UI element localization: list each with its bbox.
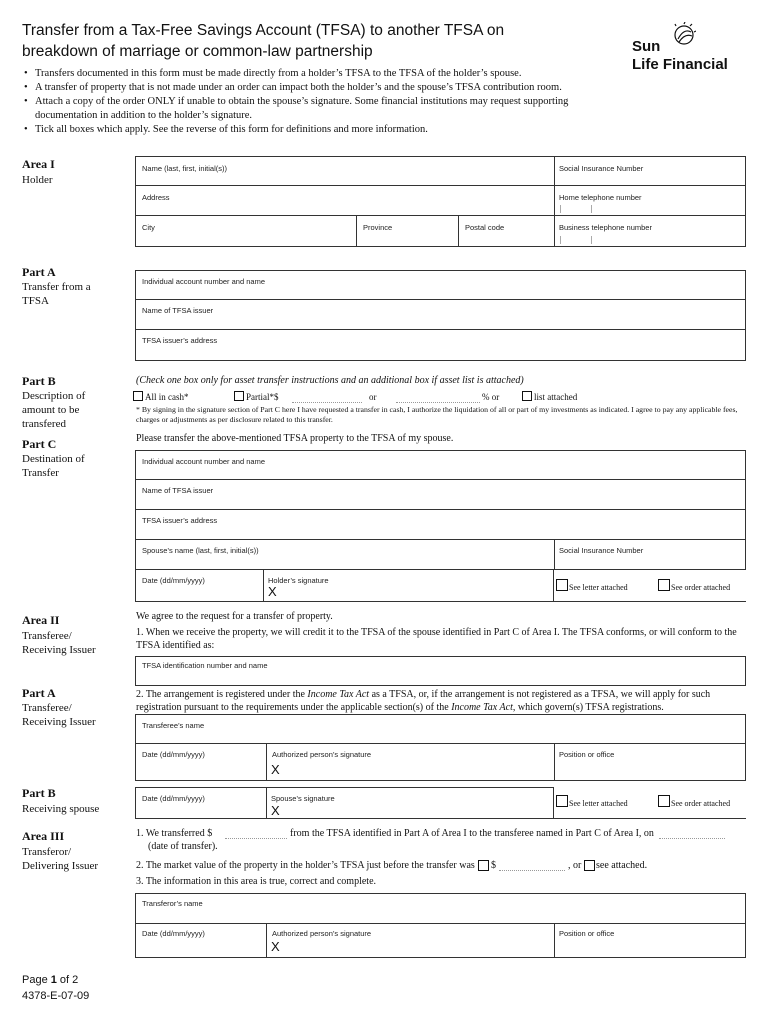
partB-heading: Part B — [22, 374, 56, 388]
instruction-item: • Transfers documented in this form must be made directly from a holder’s TFSA to the TFSA of the holder’s spouse. — [24, 67, 584, 81]
partB-instruction: (Check one box only for asset transfer instructions and an additional box if asset list is attached) — [136, 375, 524, 386]
home-phone-field[interactable] — [556, 186, 746, 214]
transferor-position-label: Position or office — [559, 929, 615, 938]
sun-life-logo — [622, 22, 752, 78]
sun-logo-icon — [670, 22, 696, 46]
transferee-name-field[interactable] — [135, 714, 746, 744]
percent-or-text: % or — [482, 392, 500, 402]
instruction-item: • A transfer of property that is not made under an order can impact both the holder’s and the spouse’s TFSA contribution room. — [24, 81, 584, 95]
area2-partA-heading: Part A — [22, 686, 56, 700]
transferor-position-field[interactable] — [556, 924, 746, 956]
partA-account-field[interactable] — [135, 270, 746, 300]
transferee-signature-row — [135, 744, 746, 781]
partB-subheading: Description of amount to be transfered — [22, 390, 86, 430]
partA-issuer-label: Name of TFSA issuer — [142, 306, 214, 315]
spouse-signature-x: X — [271, 803, 280, 818]
partial-percent-field[interactable] — [396, 402, 480, 403]
holder-date-label: Date (dd/mm/yyyy) — [142, 576, 205, 585]
area3-heading: Area III — [22, 829, 65, 843]
partA-issuer-address-field[interactable] — [135, 330, 746, 361]
transferee-signature-x: X — [271, 762, 280, 777]
partC-order-checkbox[interactable] — [658, 579, 670, 591]
list-attached-checkbox[interactable] — [522, 391, 532, 401]
partC-heading: Part C — [22, 437, 57, 451]
business-phone-field[interactable] — [556, 216, 746, 245]
form-code: 4378-E-07-09 — [22, 990, 90, 1002]
partC-subheading: Destination of Transfer — [22, 453, 85, 479]
area3-item2-dollar: $ — [491, 860, 496, 871]
spouse-row — [135, 540, 746, 570]
partC-letter-checkbox[interactable] — [556, 579, 568, 591]
spouse-date-field[interactable] — [136, 788, 267, 818]
transferred-amount-field[interactable] — [225, 838, 287, 839]
logo-text-life-financial: Life Financial — [632, 56, 728, 73]
holder-date-field[interactable] — [136, 570, 264, 601]
area2-subheading: Transferee/ Receiving Issuer — [22, 630, 96, 656]
area2-intro: We agree to the request for a transfer of property. — [136, 611, 333, 622]
see-attached-checkbox[interactable] — [584, 860, 595, 871]
holder-sin-label: Social Insurance Number — [559, 164, 644, 173]
spouse-signature-field[interactable] — [268, 788, 554, 818]
holder-address-row — [135, 186, 746, 216]
transferee-date-label: Date (dd/mm/yyyy) — [142, 750, 205, 759]
partC-intro: Please transfer the above-mentioned TFSA property to the TFSA of my spouse. — [136, 433, 454, 444]
partial-or-text: or — [369, 392, 377, 402]
holder-sin-field[interactable] — [556, 157, 746, 185]
area3-item2-start: 2. The market value of the property in the holder’s TFSA just before the transfer was — [136, 860, 475, 871]
partA-heading: Part A — [22, 265, 56, 279]
partB-letter-label: See letter attached — [569, 799, 628, 808]
transferor-auth-signature-label: Authorized person’s signature — [272, 929, 372, 938]
list-attached-label: list attached — [534, 392, 578, 402]
area3-item1-middle: from the TFSA identified in Part A of Area I to the transferee named in Part C of Area I, on — [290, 828, 654, 839]
partB-footnote: * By signing in the signature section of Part C here I have requested a transfer in cash, I authorize the liquidation of all or part of my investments as indicated. I agree to pay any applicable fees, charges or adjustments as per disclosure related to this transfer. — [136, 405, 738, 424]
business-phone-label: Business telephone number — [559, 223, 652, 232]
area3-item1-start: 1. We transferred $ — [136, 828, 213, 839]
area3-subheading: Transferor/ Delivering Issuer — [22, 846, 99, 872]
transferee-auth-signature-label: Authorized person’s signature — [272, 750, 372, 759]
area1-heading: Area I — [22, 157, 55, 171]
partC-issuer-field[interactable] — [135, 480, 746, 510]
partial-checkbox[interactable] — [234, 391, 244, 401]
spouse-sin-field[interactable] — [556, 540, 746, 568]
city-label: City — [142, 223, 155, 232]
market-value-checkbox[interactable] — [478, 860, 489, 871]
transfer-date-field[interactable] — [659, 838, 725, 839]
area1-subheading: Holder — [22, 174, 53, 186]
spouse-signature-row — [135, 787, 554, 819]
area2-partA-subheading: Transferee/ Receiving Issuer — [22, 702, 96, 728]
area3-item1-end: (date of transfer). — [148, 841, 218, 852]
logo-text-sun: Sun — [632, 38, 661, 55]
page-number: Page 1 of 2 — [22, 974, 79, 986]
partC-account-field[interactable] — [135, 450, 746, 480]
partC-account-label: Individual account number and name — [142, 457, 265, 466]
postal-code-label: Postal code — [465, 223, 505, 232]
partial-amount-field[interactable] — [292, 402, 362, 403]
area3-item3: 3. The information in this area is true, correct and complete. — [136, 876, 377, 887]
spouse-name-label: Spouse’s name (last, first, initial(s)) — [142, 546, 259, 555]
form-title: Transfer from a Tax-Free Savings Account (TFSA) to another TFSA on breakdown of marriage or common-law partnership — [22, 22, 505, 60]
partC-issuer-address-label: TFSA issuer’s address — [142, 516, 218, 525]
area3-item2-or: , or — [568, 860, 582, 871]
transferor-signature-row — [135, 924, 746, 958]
transferor-name-label: Transferor’s name — [142, 899, 203, 908]
holder-signature-row — [135, 570, 554, 602]
area2-partB-heading: Part B — [22, 786, 56, 800]
transferee-position-field[interactable] — [556, 744, 746, 779]
instructions-list — [24, 67, 584, 137]
page-footer — [22, 972, 89, 1004]
all-in-cash-label: All in cash* — [145, 392, 189, 402]
market-value-field[interactable] — [499, 870, 565, 871]
instruction-item: • Tick all boxes which apply. See the reverse of this form for definitions and more information. — [24, 123, 584, 137]
spouse-sin-label: Social Insurance Number — [559, 546, 644, 555]
spouse-signature-label: Spouse’s signature — [271, 794, 335, 803]
area2-item1: 1. When we receive the property, we will credit it to the TFSA of the spouse identified in Part C of Area I. The TFSA conforms, or will conform to the TFSA identified as: — [136, 627, 737, 651]
spouse-date-label: Date (dd/mm/yyyy) — [142, 794, 205, 803]
holder-address-field[interactable] — [136, 186, 555, 215]
partial-label: Partial*$ — [246, 392, 279, 402]
partC-letter-label: See letter attached — [569, 583, 628, 592]
transferee-name-label: Transferee’s name — [142, 721, 205, 730]
area2-partB-subheading: Receiving spouse — [22, 803, 100, 815]
partC-order-label: See order attached — [671, 583, 731, 592]
area3-item2-see-attached: see attached. — [596, 860, 648, 871]
transferee-position-label: Position or office — [559, 750, 615, 759]
area2-heading: Area II — [22, 613, 60, 627]
all-in-cash-checkbox[interactable] — [133, 391, 143, 401]
partB-letter-checkbox[interactable] — [556, 795, 568, 807]
holder-name-row — [135, 156, 746, 186]
transferor-name-field[interactable] — [135, 893, 746, 924]
area2-item2: 2. The arrangement is registered under the Income Tax Act as a TFSA, or, if the arrangement is not registered as a TFSA, we will apply for such registration pursuant to the requirements under the applicable section(s) of the Income Tax Act, which govern(s) TFSA registrations. — [136, 689, 711, 713]
holder-address-label: Address — [142, 193, 170, 202]
holder-signature-field[interactable] — [265, 570, 554, 600]
partB-order-label: See order attached — [671, 799, 731, 808]
home-phone-label: Home telephone number — [559, 193, 642, 202]
tfsa-id-label: TFSA identification number and name — [142, 661, 268, 670]
partA-issuer-address-label: TFSA issuer’s address — [142, 336, 218, 345]
holder-city-field[interactable] — [136, 216, 357, 246]
holder-signature-label: Holder’s signature — [268, 576, 329, 585]
holder-signature-x: X — [268, 584, 277, 599]
instruction-item: • Attach a copy of the order ONLY if unable to obtain the spouse’s signature. Some financial institutions may request supporting documentation in addition to the holder’s signature. — [24, 95, 584, 123]
partA-issuer-field[interactable] — [135, 300, 746, 330]
holder-name-label: Name (last, first, initial(s)) — [142, 164, 228, 173]
partC-issuer-label: Name of TFSA issuer — [142, 486, 214, 495]
transferor-signature-x: X — [271, 939, 280, 954]
transferor-date-label: Date (dd/mm/yyyy) — [142, 929, 205, 938]
partC-issuer-address-field[interactable] — [135, 510, 746, 540]
holder-city-row — [135, 216, 746, 247]
partA-account-label: Individual account number and name — [142, 277, 265, 286]
partA-subheading: Transfer from a TFSA — [22, 281, 91, 307]
province-label: Province — [363, 223, 393, 232]
tfsa-id-field[interactable] — [135, 656, 746, 686]
partB-order-checkbox[interactable] — [658, 795, 670, 807]
